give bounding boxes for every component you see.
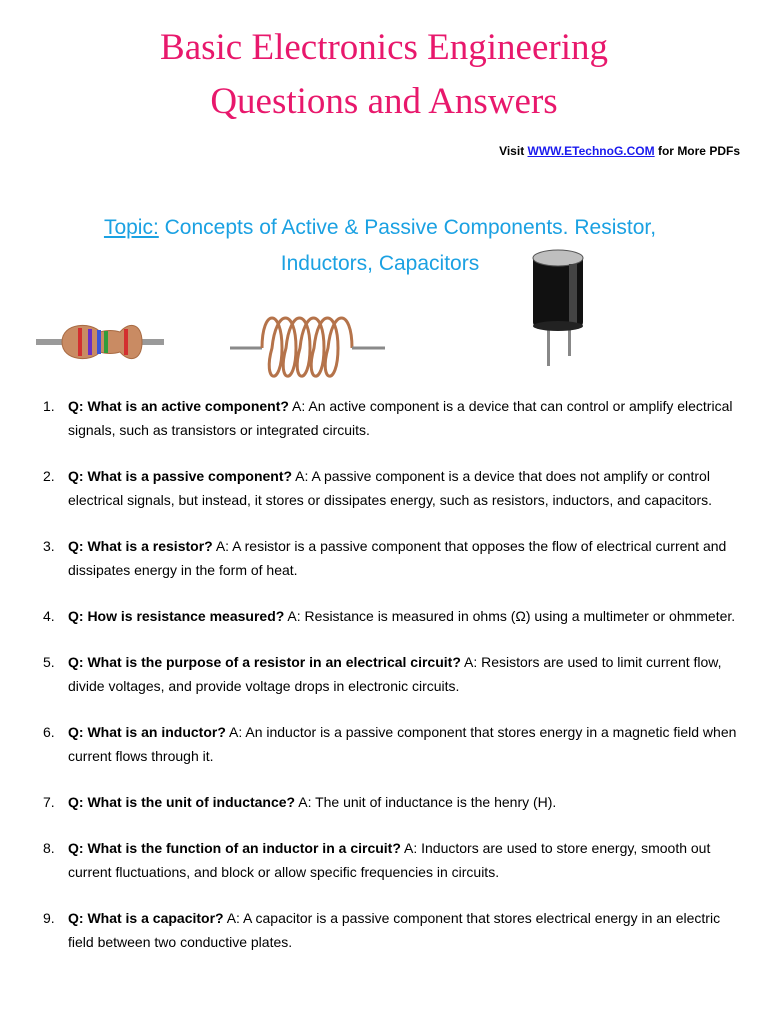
page-title-line-2: Questions and Answers (210, 81, 558, 122)
question-text: Q: What is a passive component? (68, 468, 293, 484)
question-text: Q: What is an active component? (68, 398, 289, 414)
topic-text-1: Concepts of Active & Passive Components. Resistor, (164, 216, 657, 239)
list-item (38, 650, 740, 698)
topic-heading-line-1 (40, 210, 720, 246)
answer-text: A: A resistor is a passive component that opposes the flow of electrical current and dissipates energy in the form of heat. (68, 538, 727, 578)
answer-text: A: An inductor is a passive component that stores energy in a magnetic field when current flows through it. (68, 724, 737, 764)
answer-text: A: A passive component is a device that does not amplify or control electrical signals, but instead, it stores or dissipates energy, such as resistors, inductors, and capacitors. (68, 468, 713, 508)
question-text: Q: What is the purpose of a resistor in an electrical circuit? (68, 654, 461, 670)
question-text: Q: What is the unit of inductance? (68, 794, 296, 810)
list-item (38, 534, 740, 582)
list-item (38, 906, 740, 954)
answer-text: A: A capacitor is a passive component that stores electrical energy in an electric field between two conductive plates. (68, 910, 721, 950)
visit-suffix: for More PDFs (657, 144, 740, 158)
answer-text: A: Resistance is measured in ohms (Ω) using a multimeter or ohmmeter. (284, 608, 736, 624)
item-number: 3. (43, 538, 55, 554)
answer-text: A: Inductors are used to store energy, smooth out current fluctuations, and block or allow specific frequencies in circuits. (68, 840, 711, 880)
answer-text: A: Resistors are used to limit current flow, divide voltages, and provide voltage drops in electronic circuits. (68, 654, 722, 694)
page-title-line-1: Basic Electronics Engineering (160, 27, 608, 68)
list-item (38, 720, 740, 768)
question-text: Q: What is the function of an inductor in a circuit? (68, 840, 401, 856)
answer-text: A: An active component is a device that can control or amplify electrical signals, such as transistors or integrated circuits. (68, 398, 733, 438)
item-number: 7. (43, 794, 55, 810)
inductor-image (230, 318, 385, 376)
question-text: Q: What is an inductor? (68, 724, 226, 740)
item-number: 9. (43, 910, 55, 926)
item-number: 5. (43, 654, 55, 670)
qa-list (38, 394, 740, 954)
question-text: Q: What is a resistor? (68, 538, 213, 554)
question-text: Q: What is a capacitor? (68, 910, 224, 926)
topic-text-2: Inductors, Capacitors (280, 252, 480, 275)
visit-note (499, 144, 740, 158)
visit-prefix: Visit (499, 144, 525, 158)
item-number: 1. (43, 398, 55, 414)
component-illustrations (0, 248, 768, 388)
list-item (38, 394, 740, 442)
item-number: 6. (43, 724, 55, 740)
resistor-image (36, 325, 164, 358)
website-link[interactable]: WWW.ETechnoG.COM (527, 144, 655, 158)
topic-label: Topic: (103, 216, 159, 239)
list-item (38, 790, 740, 814)
item-number: 8. (43, 840, 55, 856)
question-text: Q: How is resistance measured? (68, 608, 285, 624)
item-number: 4. (43, 608, 55, 624)
list-item (38, 464, 740, 512)
list-item (38, 836, 740, 884)
answer-text: A: The unit of inductance is the henry (H). (295, 794, 557, 810)
item-number: 2. (43, 468, 55, 484)
list-item (38, 604, 740, 628)
capacitor-image (533, 250, 583, 366)
